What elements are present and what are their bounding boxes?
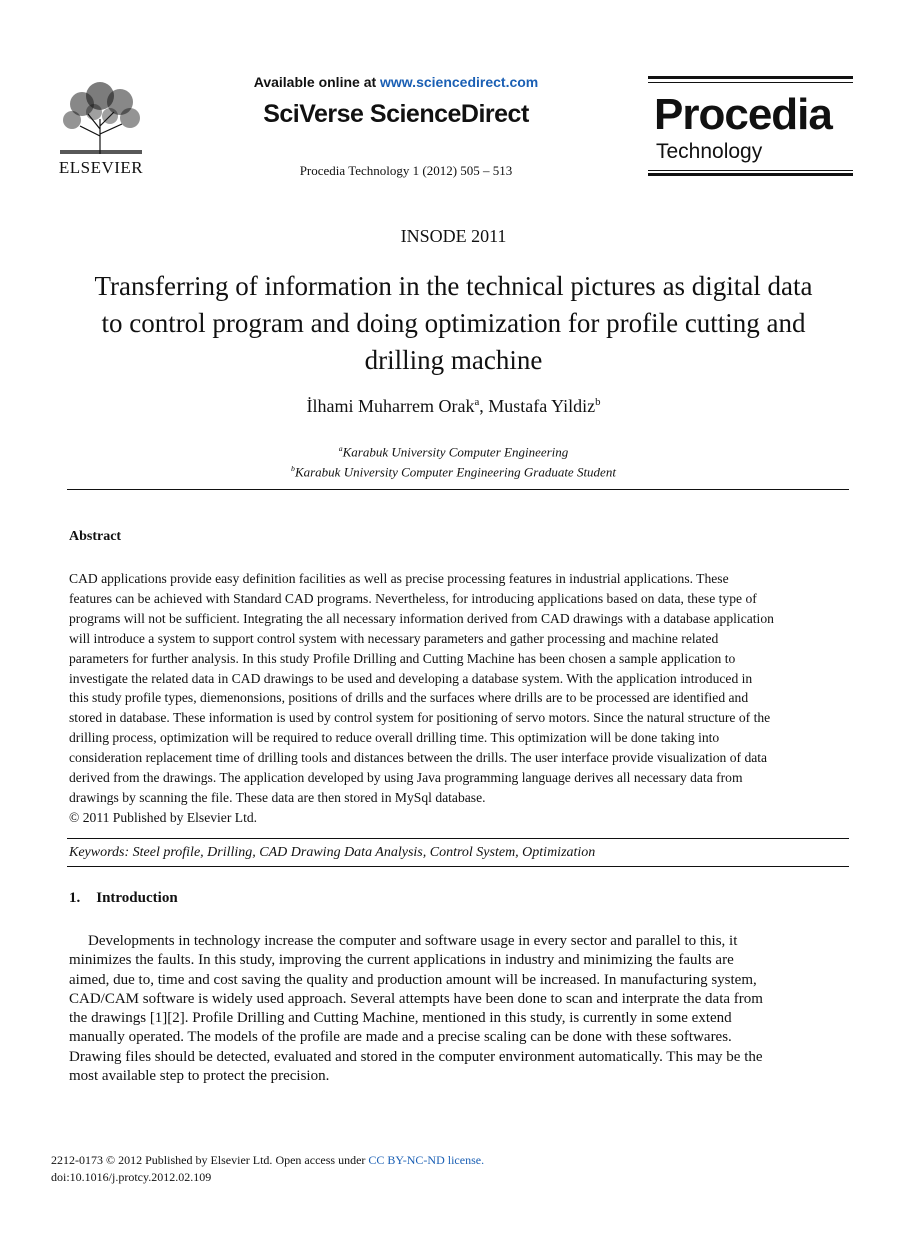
copyright-line: © 2011 Published by Elsevier Ltd.: [69, 809, 258, 825]
intro-line: the drawings [1][2]. Profile Drilling and Cutting Machine, mentioned in this study, is currently in some extend: [69, 1010, 732, 1027]
journal-name: Procedia: [654, 90, 832, 139]
title-line: drilling machine: [364, 345, 543, 375]
section-heading: [69, 890, 178, 907]
abstract-line: this study profile types, diemenonsions, positions of drills and the surfaces where drills are to be processed are identified and: [69, 690, 749, 706]
procedia-logo: [648, 76, 853, 176]
elsevier-logo: [50, 74, 152, 178]
platform-name: SciVerse ScienceDirect: [263, 100, 529, 128]
keywords-divider: [67, 866, 849, 867]
author-mark: b: [595, 396, 601, 408]
intro-line: minimizes the faults. In this study, improving the current applications in industry and minimizing the faults are: [69, 952, 734, 969]
abstract-heading: Abstract: [69, 529, 122, 544]
affiliation-mark: a: [338, 444, 343, 453]
paper-title: [40, 268, 867, 379]
affiliations: [0, 440, 907, 481]
publisher-name: ELSEVIER: [58, 158, 144, 177]
intro-line: Drawing files should be detected, evaluated and stored in the computer environment automatically. This may be the: [69, 1048, 763, 1065]
conference-name: INSODE 2011: [400, 226, 507, 246]
abstract-line: will introduce a system to support control system with necessary parameters and gather processing and machine related: [69, 630, 719, 646]
abstract-line: programs will not be sufficient. Integrating the all necessary information derived from CAD drawings with a database application: [69, 610, 774, 626]
author-list: [0, 396, 907, 417]
abstract-line: derived from the drawings. The application developed by using Java programming language derives all necessary data from: [69, 770, 743, 786]
abstract-line: drilling process, optimization will be required to reduce overall drilling time. This optimization will be done taking into: [69, 730, 720, 746]
available-online: Available online at www.sciencedirect.com: [253, 74, 539, 90]
logo-rule-bottom-thick: [648, 173, 853, 176]
journal-citation: Procedia Technology 1 (2012) 505 – 513: [299, 163, 513, 178]
footer-doi: doi:10.1016/j.protcy.2012.02.109: [51, 1170, 212, 1184]
footer-license: [51, 1153, 484, 1168]
abstract-line: stored in database. These information is used by control system for positioning of servo motors. Since the natural structure of the: [69, 710, 771, 726]
author-name: Mustafa Yildiz: [488, 396, 596, 416]
elsevier-tree-icon: [50, 74, 152, 156]
author-separator: ,: [479, 396, 489, 416]
affiliation-mark: b: [291, 464, 295, 474]
intro-line: manually operated. The models of the profile are made and a precise scaling can be done with these softwares.: [69, 1029, 732, 1046]
abstract-line: drawings by scanning the file. These data are then stored in MySql database.: [69, 789, 486, 805]
journal-subtitle: Technology: [656, 140, 763, 163]
section-title: Introduction: [96, 890, 178, 906]
affiliation: $^a$Karabuk University Computer Engineering: [338, 444, 569, 460]
section-number: 1.: [69, 890, 81, 906]
sciencedirect-link[interactable]: www.sciencedirect.com: [380, 74, 539, 90]
license-link[interactable]: CC BY-NC-ND license.: [368, 1153, 485, 1167]
introduction-body: [69, 932, 847, 1086]
issn-text: 2212-0173 © 2012 Published by Elsevier Ltd.: [51, 1153, 273, 1167]
abstract-line: parameters for further analysis. In this study Profile Drilling and Cutting Machine has been chosen a sample application to: [69, 650, 736, 666]
abstract-line: investigate the related data in CAD drawings to be used and developing a database system. With the application introduced in: [69, 670, 753, 686]
logo-rule-top: [648, 76, 853, 79]
title-line: Transferring of information in the technical pictures as digital data: [94, 271, 813, 301]
intro-line: aimed, due to, time and cost saving the quality and production amount will be increased. In manufacturing system,: [69, 971, 757, 988]
author-mark: a: [474, 396, 480, 408]
intro-line: CAD/CAM software is widely used approach. Several attempts have been done to scan and interprate the data from: [69, 990, 763, 1007]
intro-line: Developments in technology increase the computer and software usage in every sector and parallel to this, it: [88, 933, 738, 949]
logo-rule-top-thin: [648, 82, 853, 83]
abstract-line: CAD applications provide easy definition facilities as well as precise processing features in industrial applications. These: [69, 571, 729, 586]
abstract-body: [69, 569, 847, 828]
author-name: İlhami Muharrem Orak: [306, 396, 475, 416]
logo-rule-bottom: [648, 170, 853, 171]
intro-line: most available step to protect the precision.: [69, 1068, 330, 1085]
abstract-line: features can be achieved with Standard CAD programs. Nevertheless, for introducing applications based on data, these type of: [69, 590, 757, 606]
affiliation: $^b$Karabuk University Computer Engineering Graduate Student: [291, 464, 616, 480]
open-access-text: Open access under: [272, 1153, 369, 1167]
header-divider: [67, 489, 849, 490]
abstract-line: consideration replacement time of drilling tools and distances between the drills. The user interface provide visualization of data: [69, 750, 768, 766]
title-line: to control program and doing optimization for profile cutting and: [101, 308, 806, 338]
abstract-divider: [67, 838, 849, 839]
keywords: Keywords: Steel profile, Drilling, CAD Drawing Data Analysis, Control System, Optimization: [69, 845, 596, 860]
